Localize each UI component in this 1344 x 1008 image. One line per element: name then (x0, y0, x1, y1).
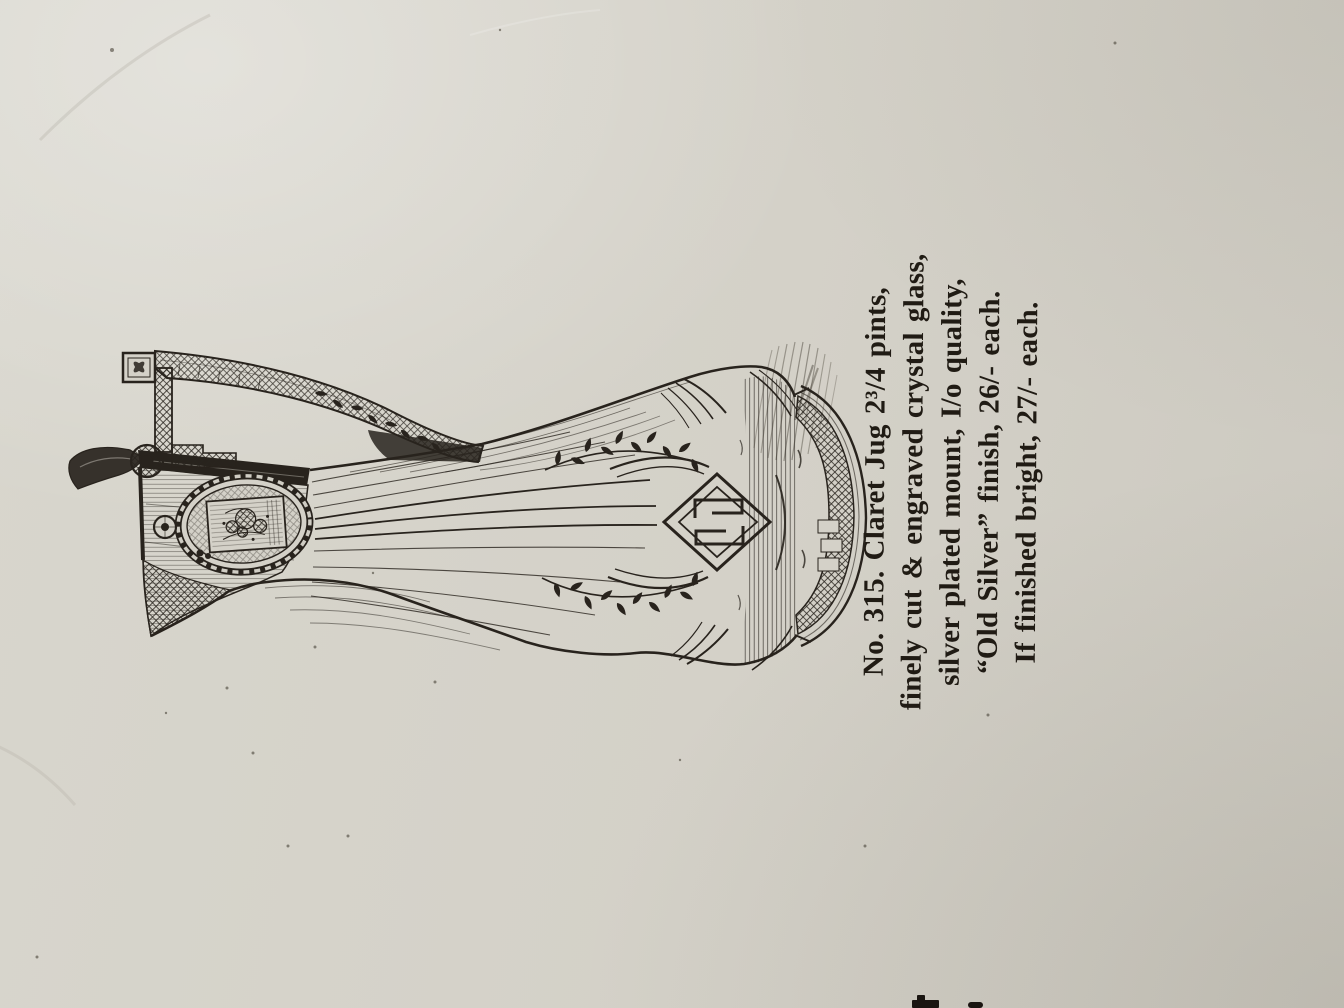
partial-letter-artifact (968, 1002, 983, 1008)
caption-line-1: No. 315. Claret Jug 2³/4 pints, (857, 286, 893, 677)
caption-line-5: If finished bright, 27/- each. (1009, 301, 1045, 664)
partial-letter-artifact (917, 995, 925, 1002)
caption-line-4: “Old Silver” finish, 26/- each. (971, 290, 1007, 675)
caption-line-2: finely cut & engraved crystal glass, (895, 253, 931, 711)
caption-line-3: silver plated mount, I/o quality, (933, 278, 969, 686)
caption-block (854, 186, 1048, 777)
